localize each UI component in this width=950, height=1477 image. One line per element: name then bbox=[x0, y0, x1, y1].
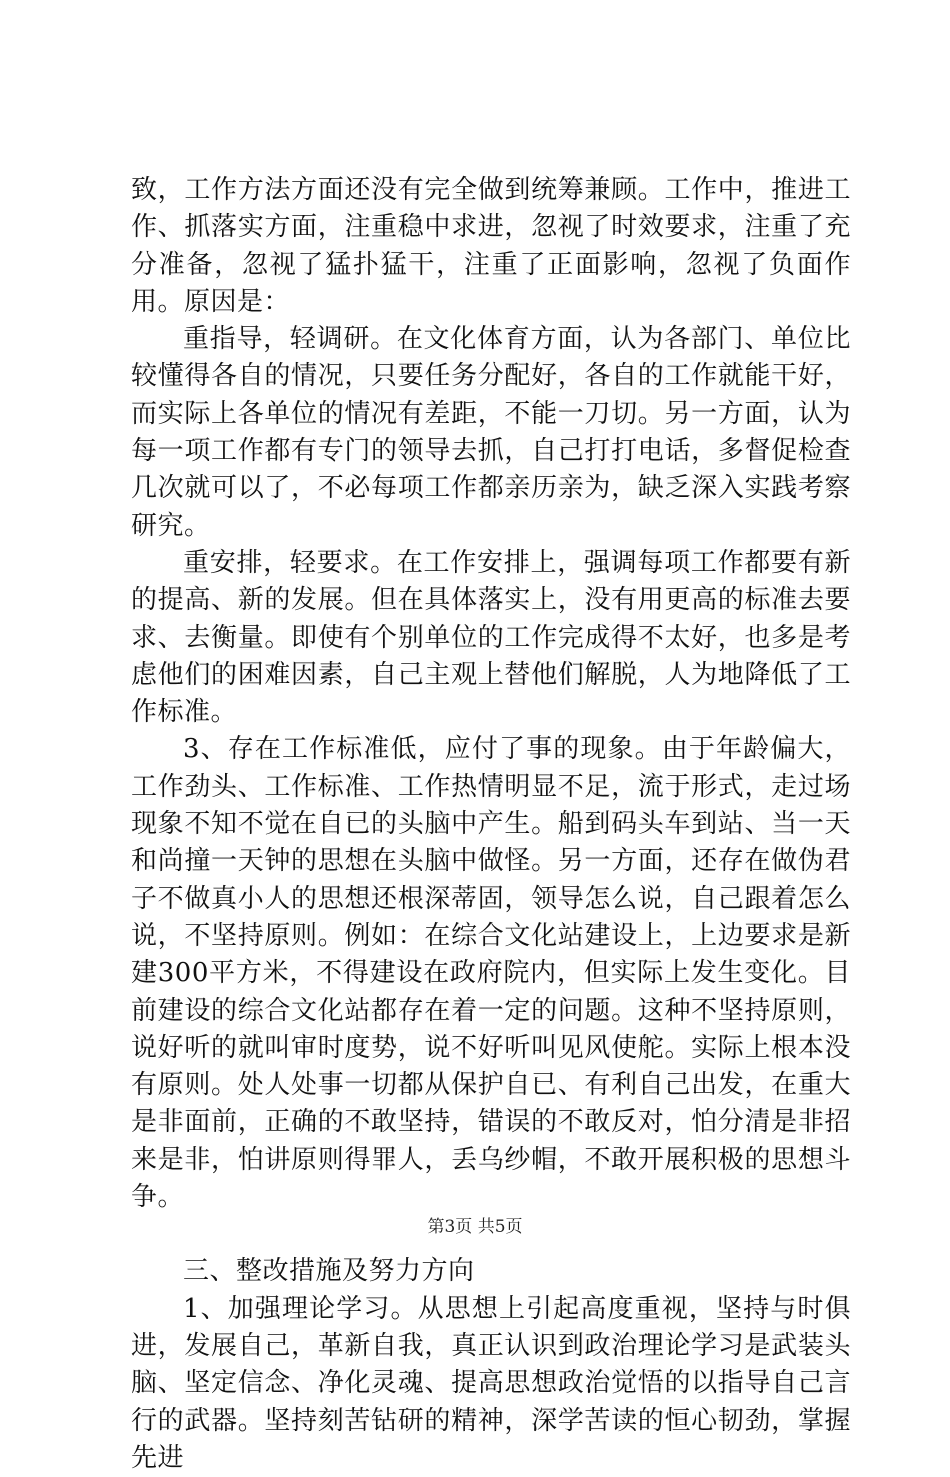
paragraph-4: 3、存在工作标准低，应付了事的现象。由于年龄偏大，工作劲头、工作标准、工作热情明显不足，流于形式，走过场现象不知不觉在自已的头脑中产生。船到码头车到站、当一天和尚撞一天钟的思想在头脑中做怪。另一方面，还存在做伪君子不做真小人的思想还根深蒂固，领导怎么说，自己跟着怎么说，不坚持原则。例如：在综合文化站建设上，上边要求是新建300平方米，不得建设在政府院内，但实际上发生变化。目前建设的综合文化站都存在着一定的问题。这种不坚持原则，说好听的就叫审时度势，说不好听叫见风使舵。实际上根本没有原则。处人处事一切都从保护自已、有利自己出发，在重大是非面前，正确的不敢坚持，错误的不敢反对，怕分清是非招来是非，怕讲原则得罪人，丢乌纱帽，不敢开展积极的思想斗争。 bbox=[131, 734, 851, 1213]
page-footer: 第3页 共5页 bbox=[427, 1217, 523, 1237]
paragraph-2: 重指导，轻调研。在文化体育方面，认为各部门、单位比较懂得各自的情况，只要任务分配好，各自的工作就能干好，而实际上各单位的情况有差距，不能一刀切。另一方面，认为每一项工作都有专门的领导去抓，自己打打电话，多督促检查几次就可以了，不必每项工作都亲历亲为，缺乏深入实践考察研究。 bbox=[131, 324, 851, 541]
paragraph-3: 重安排，轻要求。在工作安排上，强调每项工作都要有新的提高、新的发展。但在具体落实上，没有用更高的标准去要求、去衡量。即使有个别单位的工作完成得不太好，也多是考虑他们的困难因素，自己主观上替他们解脱，人为地降低了工作标准。 bbox=[131, 547, 851, 728]
section-paragraph: 1、加强理论学习。从思想上引起高度重视，坚持与时俱进，发展自己，革新自我，真正认识到政治理论学习是武装头脑、坚定信念、净化灵魂、提高思想政治觉悟的以指导自己言行的武器。坚持刻苦钻研的精神，深学苦读的恒心韧劲，掌握先进 bbox=[131, 1293, 851, 1473]
body-text bbox=[131, 172, 851, 1477]
section-heading: 三、整改措施及努力方向 bbox=[183, 1256, 475, 1287]
paragraph-1: 致，工作方法方面还没有完全做到统筹兼顾。工作中，推进工作、抓落实方面，注重稳中求进，忽视了时效要求，注重了充分准备，忽视了猛扑猛干，注重了正面影响，忽视了负面作用。原因是： bbox=[131, 175, 851, 317]
